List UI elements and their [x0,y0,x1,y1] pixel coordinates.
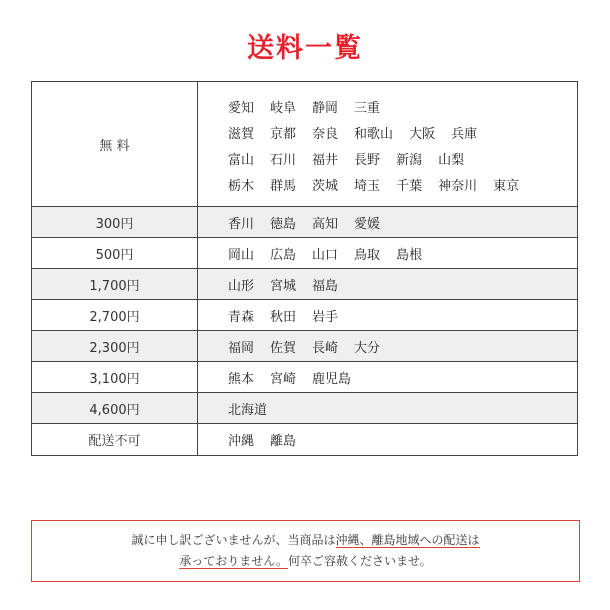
table-row [32,207,577,238]
prefecture: 鳥取 [354,247,381,263]
prefecture: 福井 [312,152,339,168]
price-cell: 4,600円 [32,393,198,423]
prefecture: 静岡 [312,100,339,116]
region-cell [198,424,577,455]
prefecture: 長崎 [312,340,339,356]
prefecture: 福岡 [228,340,255,356]
shipping-notice [31,520,580,582]
page-title: 送料一覧 [247,33,363,64]
table-row [32,424,577,455]
prefecture: 福島 [312,278,339,294]
notice-text: 誠に申し訳ございませんが、当商品は [131,533,336,547]
price-cell: 2,300円 [32,331,198,361]
prefecture: 広島 [270,247,297,263]
table-row [32,300,577,331]
prefecture: 神奈川 [438,178,478,194]
region-cell [198,331,577,361]
prefecture: 和歌山 [354,126,394,142]
region-line [228,209,577,235]
prefecture: 岐阜 [270,100,297,116]
prefecture: 山口 [312,247,339,263]
notice-emphasis: 承っておりません。 [179,554,289,568]
prefecture: 熊本 [228,371,255,387]
prefecture: 三重 [354,100,381,116]
region-cell [198,238,577,268]
price-cell: 配送不可 [32,424,198,455]
price-cell: 1,700円 [32,269,198,299]
price-cell: 300円 [32,207,198,237]
region-line [228,93,577,119]
prefecture: 鹿児島 [312,371,352,387]
prefecture: 青森 [228,309,255,325]
prefecture: 山形 [228,278,255,294]
table-row [32,269,577,300]
prefecture: 香川 [228,216,255,232]
prefecture: 富山 [228,152,255,168]
table-row [32,238,577,269]
table-row [32,82,577,207]
region-cell [198,362,577,392]
region-line [228,119,577,145]
prefecture: 新潟 [396,152,423,168]
region-cell [198,300,577,330]
price-cell: 3,100円 [32,362,198,392]
prefecture: 大阪 [409,126,436,142]
prefecture: 京都 [270,126,297,142]
region-line [228,145,577,171]
prefecture: 離島 [270,434,297,449]
region-cell [198,269,577,299]
prefecture: 愛媛 [354,216,381,232]
region-line [228,427,577,453]
notice-line [131,530,479,551]
prefecture: 岩手 [312,309,339,325]
notice-emphasis: 沖縄、離島地域への配送は [335,533,480,547]
prefecture: 島根 [396,247,423,263]
notice-line [179,551,431,572]
prefecture: 佐賀 [270,340,297,356]
region-cell [198,207,577,237]
prefecture: 宮城 [270,278,297,294]
region-line [228,302,577,328]
prefecture: 埼玉 [354,178,381,194]
prefecture: 千葉 [396,178,423,194]
region-line [228,395,577,421]
prefecture: 北海道 [228,402,268,418]
prefecture: 奈良 [312,126,339,142]
prefecture: 兵庫 [451,126,478,142]
prefecture: 滋賀 [228,126,255,142]
prefecture: 徳島 [270,216,297,232]
price-cell: 無 料 [32,82,198,206]
prefecture: 沖縄 [228,434,255,449]
prefecture: 岡山 [228,247,255,263]
region-line [228,240,577,266]
prefecture: 秋田 [270,309,297,325]
table-row [32,362,577,393]
prefecture: 愛知 [228,100,255,116]
prefecture: 山梨 [438,152,465,168]
price-cell: 500円 [32,238,198,268]
price-cell: 2,700円 [32,300,198,330]
prefecture: 大分 [354,340,381,356]
shipping-fee-table [31,81,578,456]
region-line [228,271,577,297]
prefecture: 茨城 [312,178,339,194]
prefecture: 高知 [312,216,339,232]
region-cell [198,82,577,206]
region-cell [198,393,577,423]
prefecture: 栃木 [228,178,255,194]
region-line [228,333,577,359]
prefecture: 群馬 [270,178,297,194]
notice-text: 何卒ご容赦くださいませ。 [288,554,432,568]
region-line [228,364,577,390]
prefecture: 東京 [493,178,520,194]
prefecture: 石川 [270,152,297,168]
table-row [32,331,577,362]
region-line [228,171,577,197]
prefecture: 宮崎 [270,371,297,387]
table-row [32,393,577,424]
prefecture: 長野 [354,152,381,168]
